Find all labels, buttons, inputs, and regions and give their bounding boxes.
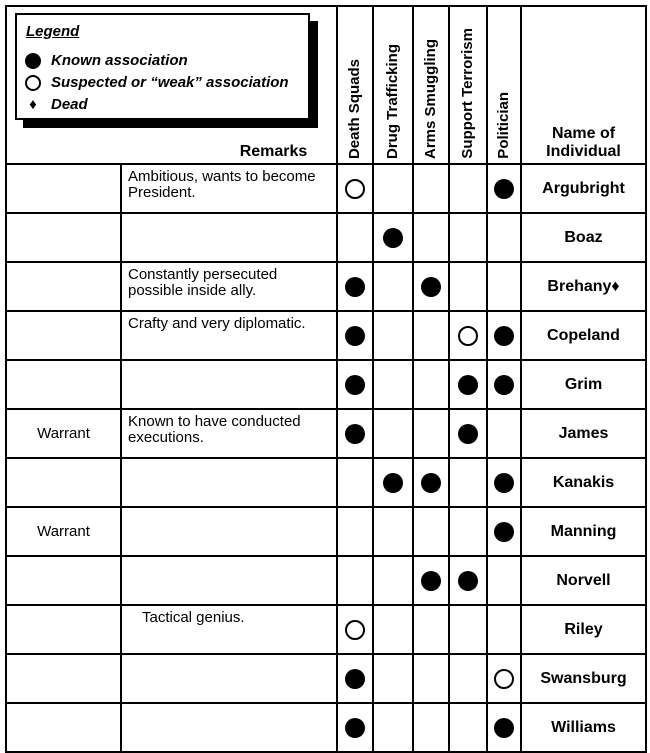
open-circle-icon	[345, 179, 365, 199]
individual-name: Riley	[521, 605, 646, 654]
individual-name: Norvell	[521, 556, 646, 605]
association-cell	[487, 164, 521, 213]
category-header	[373, 6, 413, 164]
association-cell	[337, 458, 373, 507]
filled-circle-icon	[494, 473, 514, 493]
association-cell	[487, 605, 521, 654]
legend-label: Known association	[51, 52, 188, 70]
filled-circle-icon	[345, 424, 365, 444]
association-cell	[373, 605, 413, 654]
association-cell	[449, 213, 487, 262]
individual-name: Copeland	[521, 311, 646, 360]
remark-cell	[121, 458, 337, 507]
table-row	[6, 164, 646, 213]
open-circle-icon	[494, 669, 514, 689]
remark-cell: Constantly persecuted possible inside ally.	[121, 262, 337, 311]
association-cell	[487, 556, 521, 605]
filled-circle-icon	[494, 326, 514, 346]
association-cell	[373, 164, 413, 213]
association-cell	[337, 605, 373, 654]
association-cell	[487, 409, 521, 458]
category-label: Death Squads	[346, 58, 363, 159]
association-cell	[413, 164, 449, 213]
legend-item-known	[25, 52, 188, 69]
individual-name: Swansburg	[521, 654, 646, 703]
association-cell	[487, 360, 521, 409]
table-row	[6, 262, 646, 311]
association-cell	[373, 262, 413, 311]
filled-circle-icon	[421, 571, 441, 591]
association-cell	[337, 556, 373, 605]
association-cell	[449, 703, 487, 752]
filled-circle-icon	[421, 277, 441, 297]
association-cell	[337, 213, 373, 262]
remark-cell	[121, 360, 337, 409]
category-header	[413, 6, 449, 164]
individual-name: Kanakis	[521, 458, 646, 507]
category-label: Politician	[495, 92, 512, 159]
association-cell	[413, 409, 449, 458]
warrant-cell: Warrant	[6, 507, 121, 556]
association-cell	[373, 360, 413, 409]
open-circle-icon	[25, 74, 41, 91]
remark-cell	[121, 507, 337, 556]
individual-name: Brehany♦	[521, 262, 646, 311]
remark-cell	[121, 213, 337, 262]
category-header	[449, 6, 487, 164]
association-cell	[449, 605, 487, 654]
association-cell	[449, 507, 487, 556]
legend-item-dead	[25, 96, 88, 113]
warrant-cell	[6, 213, 121, 262]
association-cell	[487, 703, 521, 752]
individual-name: Argubright	[521, 164, 646, 213]
warrant-cell	[6, 605, 121, 654]
association-cell	[449, 556, 487, 605]
category-label: Support Terrorism	[459, 28, 476, 159]
filled-circle-icon	[25, 52, 41, 69]
legend-box	[15, 13, 310, 120]
individual-name: Boaz	[521, 213, 646, 262]
association-cell	[449, 311, 487, 360]
association-cell	[487, 213, 521, 262]
name-header	[521, 6, 646, 164]
association-cell	[373, 703, 413, 752]
individual-name: Manning	[521, 507, 646, 556]
association-cell	[449, 360, 487, 409]
warrant-cell	[6, 360, 121, 409]
warrant-cell	[6, 164, 121, 213]
legend-label: Suspected or “weak” association	[51, 74, 289, 92]
individual-name: James	[521, 409, 646, 458]
filled-circle-icon	[458, 571, 478, 591]
association-cell	[337, 311, 373, 360]
association-cell	[449, 409, 487, 458]
remarks-header-label: Remarks	[239, 143, 308, 160]
association-cell	[449, 654, 487, 703]
association-cell	[413, 311, 449, 360]
association-cell	[373, 458, 413, 507]
filled-circle-icon	[345, 375, 365, 395]
legend-label: Dead	[51, 96, 88, 113]
remark-cell: Known to have conducted executions.	[121, 409, 337, 458]
association-cell	[413, 507, 449, 556]
association-cell	[337, 703, 373, 752]
filled-circle-icon	[458, 375, 478, 395]
filled-circle-icon	[421, 473, 441, 493]
table-row	[6, 556, 646, 605]
legend-title: Legend	[26, 23, 80, 40]
association-cell	[373, 507, 413, 556]
table-body	[6, 164, 646, 752]
association-cell	[413, 605, 449, 654]
table-row	[6, 654, 646, 703]
association-cell	[487, 311, 521, 360]
filled-circle-icon	[494, 179, 514, 199]
association-cell	[337, 360, 373, 409]
remark-cell: Tactical genius.	[121, 605, 337, 654]
name-header-line2: Individual	[546, 143, 621, 160]
association-cell	[487, 262, 521, 311]
category-header	[337, 6, 373, 164]
open-circle-icon	[458, 326, 478, 346]
association-cell	[337, 654, 373, 703]
individual-name: Grim	[521, 360, 646, 409]
remark-cell: Crafty and very diplomatic.	[121, 311, 337, 360]
association-cell	[373, 409, 413, 458]
individual-name: Williams	[521, 703, 646, 752]
table-row	[6, 703, 646, 752]
filled-circle-icon	[345, 277, 365, 297]
open-circle-icon	[345, 620, 365, 640]
association-cell	[449, 458, 487, 507]
association-cell	[337, 409, 373, 458]
warrant-cell	[6, 458, 121, 507]
association-cell	[373, 556, 413, 605]
association-cell	[337, 262, 373, 311]
association-cell	[487, 507, 521, 556]
filled-circle-icon	[383, 228, 403, 248]
filled-circle-icon	[345, 669, 365, 689]
association-cell	[413, 703, 449, 752]
filled-circle-icon	[494, 718, 514, 738]
warrant-cell	[6, 654, 121, 703]
association-cell	[413, 654, 449, 703]
association-cell	[337, 507, 373, 556]
table-row	[6, 458, 646, 507]
filled-circle-icon	[494, 522, 514, 542]
association-cell	[337, 164, 373, 213]
table-row	[6, 409, 646, 458]
association-cell	[413, 556, 449, 605]
filled-circle-icon	[383, 473, 403, 493]
association-cell	[487, 458, 521, 507]
legend-item-suspected	[25, 74, 289, 91]
warrant-cell	[6, 311, 121, 360]
association-cell	[449, 164, 487, 213]
filled-circle-icon	[345, 326, 365, 346]
remark-cell: Ambitious, wants to become President.	[121, 164, 337, 213]
warrant-cell	[6, 556, 121, 605]
association-cell	[373, 654, 413, 703]
remark-cell	[121, 703, 337, 752]
remark-cell	[121, 654, 337, 703]
diamond-icon: ♦	[29, 96, 37, 113]
category-header	[487, 6, 521, 164]
association-cell	[413, 360, 449, 409]
warrant-cell	[6, 262, 121, 311]
category-label: Drug Trafficking	[384, 43, 401, 159]
warrant-cell: Warrant	[6, 409, 121, 458]
table-row	[6, 605, 646, 654]
association-cell	[449, 262, 487, 311]
association-cell	[413, 213, 449, 262]
association-cell	[413, 262, 449, 311]
name-header-line1: Name of	[551, 125, 616, 142]
association-cell	[373, 311, 413, 360]
category-label: Arms Smuggling	[422, 38, 439, 159]
remark-cell	[121, 556, 337, 605]
association-cell	[373, 213, 413, 262]
filled-circle-icon	[345, 718, 365, 738]
warrant-cell	[6, 703, 121, 752]
table-row	[6, 360, 646, 409]
association-cell	[487, 654, 521, 703]
table-row	[6, 311, 646, 360]
filled-circle-icon	[494, 375, 514, 395]
table-row	[6, 213, 646, 262]
table-row	[6, 507, 646, 556]
filled-circle-icon	[458, 424, 478, 444]
association-cell	[413, 458, 449, 507]
